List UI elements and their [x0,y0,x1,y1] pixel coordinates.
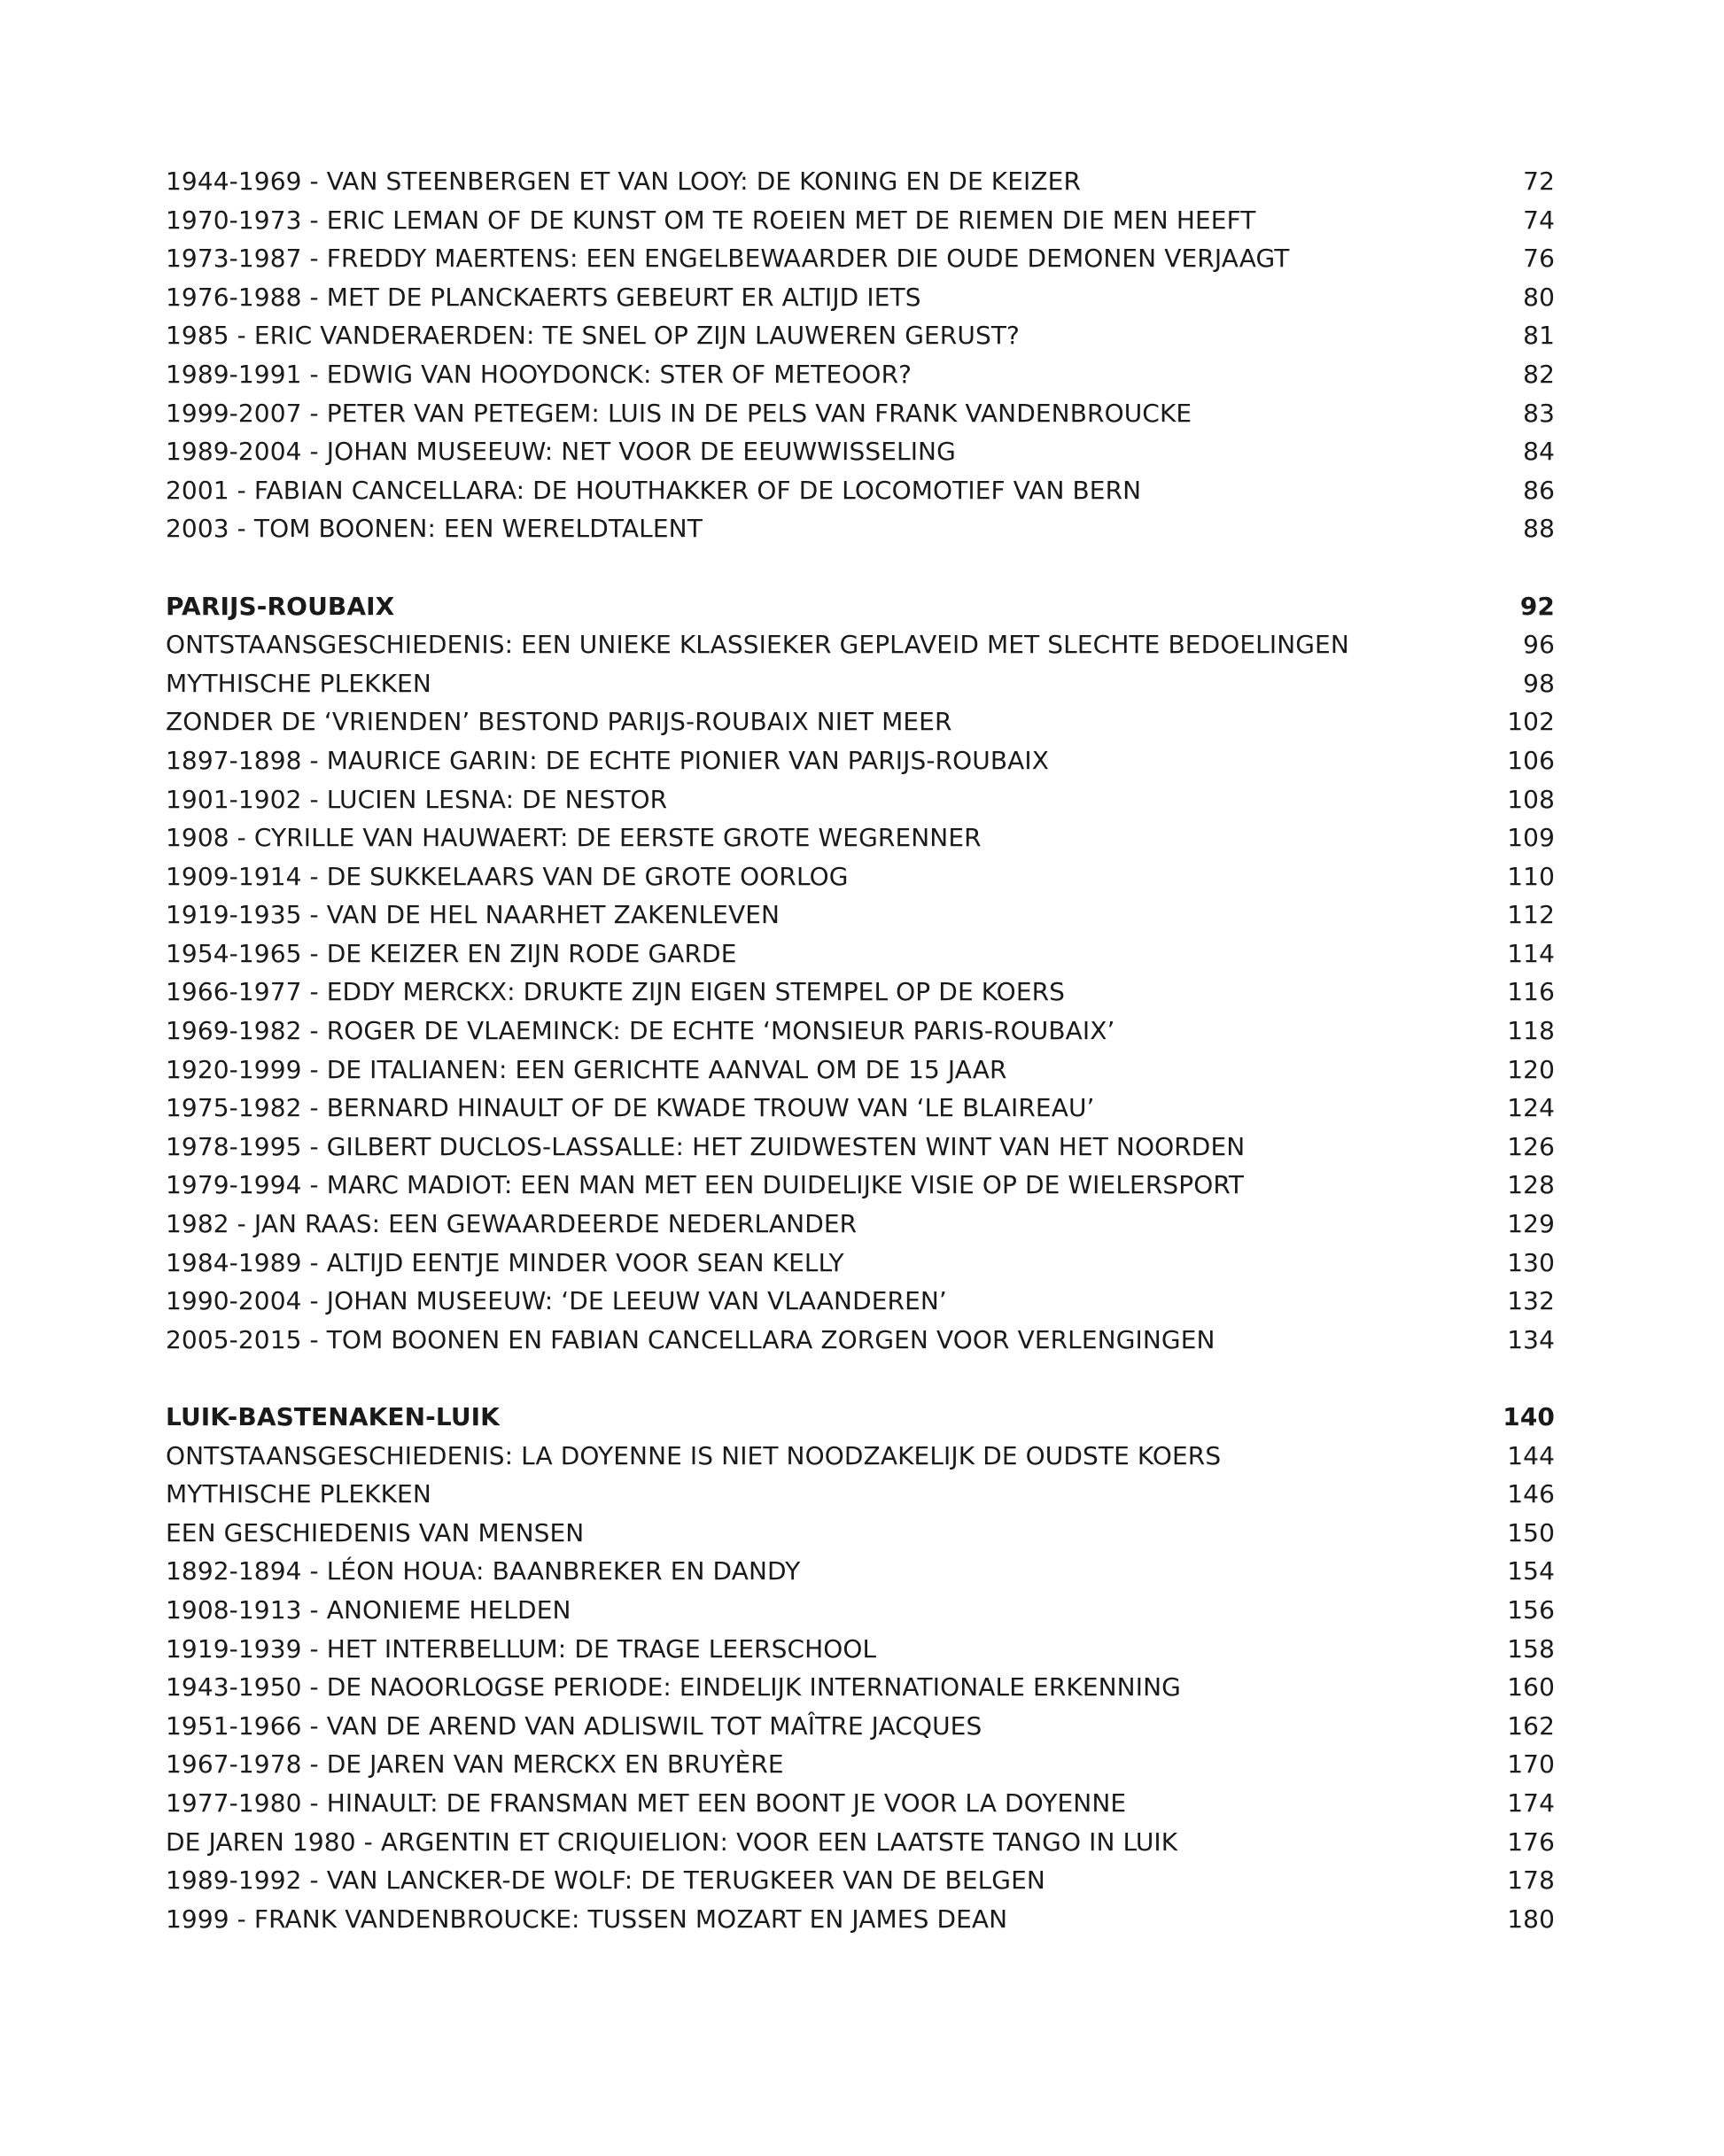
toc-section-continued [166,162,1555,548]
toc-entry [166,239,1555,278]
toc-entry-title: DE JAREN 1980 - ARGENTIN ET CRIQUIELION: VOOR EEN LAATSTE TANGO IN LUIK [166,1826,1178,1857]
toc-entry-title: MYTHISCHE PLEKKEN [166,1479,431,1509]
toc-entry-title: 1979-1994 - MARC MADIOT: EEN MAN MET EEN DUIDELIJKE VISIE OP DE WIELERSPORT [166,1170,1245,1200]
toc-entry-page: 72 [1523,167,1555,196]
toc-entry-page: 114 [1507,938,1555,968]
toc-entry-page: 118 [1507,1016,1555,1046]
toc-entry-page: 126 [1507,1131,1555,1161]
toc-entry [166,1784,1555,1823]
toc-entry-title: 1989-1991 - EDWIG VAN HOOYDONCK: STER OF METEOOR? [166,359,912,389]
section-heading-title: LUIK-BASTENAKEN-LUIK [166,1402,500,1431]
toc-entry [166,935,1555,973]
toc-entry-title: 1919-1935 - VAN DE HEL NAARHET ZAKENLEVEN [166,900,780,930]
toc-entry-title: 1966-1977 - EDDY MERCKX: DRUKTE ZIJN EIGEN STEMPEL OP DE KOERS [166,977,1066,1007]
toc-entry-title: 1990-2004 - JOHAN MUSEEUW: ‘DE LEEUW VAN VLAANDEREN’ [166,1286,947,1316]
toc-entry-page: 132 [1507,1286,1555,1316]
section-heading [166,1398,1555,1437]
toc-entry-title: 1951-1966 - VAN DE AREND VAN ADLISWIL TOT MAÎTRE JACQUES [166,1710,982,1741]
toc-entry-page: 82 [1523,359,1555,389]
toc-entry [166,509,1555,548]
section-heading-page: 92 [1519,591,1555,621]
toc-entry [166,1128,1555,1167]
toc-entry-page: 144 [1507,1440,1555,1470]
toc-entry-page: 84 [1523,437,1555,467]
toc-entry-title: 1973-1987 - FREDDY MAERTENS: EEN ENGELBEWAARDER DIE OUDE DEMONEN VERJAAGT [166,244,1290,274]
toc-entry-page: 88 [1523,514,1555,544]
toc-entry [166,702,1555,741]
toc-entry-title: 1967-1978 - DE JAREN VAN MERCKX EN BRUYÈRE [166,1749,784,1780]
toc-entry-title: 1901-1902 - LUCIEN LESNA: DE NESTOR [166,784,668,814]
toc-entry [166,394,1555,433]
toc-entry [166,1591,1555,1630]
toc-entry [166,1900,1555,1939]
toc-entry [166,1707,1555,1746]
toc-entry [166,896,1555,935]
toc-section-luik-bastenaken-luik [166,1398,1555,1938]
toc-entry [166,1630,1555,1669]
toc-entry-title: 2001 - FABIAN CANCELLARA: DE HOUTHAKKER OF DE LOCOMOTIEF VAN BERN [166,475,1142,505]
toc-entry [166,1282,1555,1321]
toc-entry-title: 1897-1898 - MAURICE GARIN: DE ECHTE PIONIER VAN PARIJS-ROUBAIX [166,745,1050,775]
toc-entry-title: ONTSTAANSGESCHIEDENIS: LA DOYENNE IS NIET NOODZAKELIJK DE OUDSTE KOERS [166,1440,1222,1470]
toc-entry-page: 180 [1507,1904,1555,1934]
toc-entry-page: 106 [1507,745,1555,775]
toc-entry-title: MYTHISCHE PLEKKEN [166,668,431,698]
toc-entry-title: 1954-1965 - DE KEIZER EN ZIJN RODE GARDE [166,938,737,968]
toc-entry [166,1244,1555,1283]
toc-entry [166,1514,1555,1553]
toc-entry-title: 1975-1982 - BERNARD HINAULT OF DE KWADE TROUW VAN ‘LE BLAIREAU’ [166,1093,1095,1123]
toc-entry [166,1051,1555,1090]
toc-entry-title: 1943-1950 - DE NAOORLOGSE PERIODE: EINDELIJK INTERNATIONALE ERKENNING [166,1672,1181,1702]
toc-entry-page: 158 [1507,1633,1555,1664]
toc-entry [166,857,1555,896]
toc-entry-page: 112 [1507,900,1555,930]
toc-section-parijs-roubaix [166,587,1555,1360]
toc-entry-title: 1970-1973 - ERIC LEMAN OF DE KUNST OM TE ROEIEN MET DE RIEMEN DIE MEN HEEFT [166,205,1256,235]
toc-entry-page: 146 [1507,1479,1555,1509]
toc-entry-title: 1978-1995 - GILBERT DUCLOS-LASSALLE: HET ZUIDWESTEN WINT VAN HET NOORDEN [166,1131,1246,1161]
toc-entry-page: 160 [1507,1672,1555,1702]
toc-entry [166,355,1555,394]
toc-entry-page: 176 [1507,1826,1555,1857]
toc-entry-page: 80 [1523,282,1555,312]
toc-entry-title: 1976-1988 - MET DE PLANCKAERTS GEBEURT ER ALTIJD IETS [166,282,921,312]
toc-entry-page: 116 [1507,977,1555,1007]
toc-entry-title: 1920-1999 - DE ITALIANEN: EEN GERICHTE AANVAL OM DE 15 JAAR [166,1054,1007,1084]
toc-entry-page: 129 [1507,1209,1555,1239]
toc-entry [166,1668,1555,1707]
toc-entry-title: 2003 - TOM BOONEN: EEN WERELDTALENT [166,514,703,544]
toc-entry-page: 124 [1507,1093,1555,1123]
toc-entry [166,818,1555,857]
toc-entry-page: 128 [1507,1170,1555,1200]
toc-entry-page: 150 [1507,1517,1555,1547]
toc-entry-page: 81 [1523,321,1555,351]
section-heading-title: PARIJS-ROUBAIX [166,591,395,621]
toc-entry-page: 98 [1523,668,1555,698]
toc-entry-title: 1999 - FRANK VANDENBROUCKE: TUSSEN MOZART EN JAMES DEAN [166,1904,1008,1934]
toc-entry-title: 1989-1992 - VAN LANCKER-DE WOLF: DE TERUGKEER VAN DE BELGEN [166,1865,1045,1896]
toc-entry-page: 96 [1523,630,1555,660]
toc-entry [166,1823,1555,1862]
toc-entry [166,432,1555,471]
toc-entry-title: 1969-1982 - ROGER DE VLAEMINCK: DE ECHTE ‘MONSIEUR PARIS-ROUBAIX’ [166,1016,1115,1046]
section-heading [166,587,1555,626]
toc-entry-page: 109 [1507,823,1555,853]
toc-entry [166,780,1555,819]
toc-entry-title: 1977-1980 - HINAULT: DE FRANSMAN MET EEN BOONT JE VOOR LA DOYENNE [166,1788,1127,1818]
toc-entry-title: EEN GESCHIEDENIS VAN MENSEN [166,1517,585,1547]
toc-entry-page: 76 [1523,244,1555,274]
toc-entry-page: 156 [1507,1594,1555,1625]
toc-entry-title: ZONDER DE ‘VRIENDEN’ BESTOND PARIJS-ROUBAIX NIET MEER [166,707,952,737]
toc-entry-page: 170 [1507,1749,1555,1780]
toc-entry [166,741,1555,780]
toc-entry [166,1321,1555,1360]
table-of-contents [166,162,1555,1938]
toc-entry [166,1089,1555,1128]
toc-entry-title: 1908 - CYRILLE VAN HAUWAERT: DE EERSTE GROTE WEGRENNER [166,823,982,853]
toc-entry-page: 174 [1507,1788,1555,1818]
toc-entry [166,316,1555,355]
toc-entry [166,664,1555,703]
toc-entry-title: 1909-1914 - DE SUKKELAARS VAN DE GROTE OORLOG [166,861,849,891]
toc-entry-title: 1982 - JAN RAAS: EEN GEWAARDEERDE NEDERLANDER [166,1209,858,1239]
toc-entry [166,1437,1555,1476]
toc-entry [166,1166,1555,1205]
toc-entry-page: 110 [1507,861,1555,891]
toc-entry-title: ONTSTAANSGESCHIEDENIS: EEN UNIEKE KLASSIEKER GEPLAVEID MET SLECHTE BEDOELINGEN [166,630,1349,660]
toc-entry-page: 74 [1523,205,1555,235]
section-spacer [166,1359,1555,1398]
toc-entry-page: 83 [1523,398,1555,428]
section-spacer [166,548,1555,587]
toc-entry-page: 120 [1507,1054,1555,1084]
section-heading-page: 140 [1503,1402,1555,1431]
toc-entry [166,1475,1555,1514]
toc-entry-title: 1892-1894 - LÉON HOUA: BAANBREKER EN DANDY [166,1556,801,1586]
toc-entry-title: 1985 - ERIC VANDERAERDEN: TE SNEL OP ZIJN LAUWEREN GERUST? [166,321,1020,351]
toc-entry-title: 2005-2015 - TOM BOONEN EN FABIAN CANCELLARA ZORGEN VOOR VERLENGINGEN [166,1324,1215,1354]
toc-entry-title: 1984-1989 - ALTIJD EENTJE MINDER VOOR SEAN KELLY [166,1247,844,1277]
toc-entry-title: 1944-1969 - VAN STEENBERGEN ET VAN LOOY: DE KONING EN DE KEIZER [166,167,1082,196]
toc-entry [166,278,1555,317]
toc-entry [166,1205,1555,1244]
toc-entry-page: 108 [1507,784,1555,814]
toc-entry [166,471,1555,510]
toc-entry [166,201,1555,240]
toc-entry-title: 1989-2004 - JOHAN MUSEEUW: NET VOOR DE EEUWWISSELING [166,437,956,467]
toc-entry-page: 134 [1507,1324,1555,1354]
toc-entry-title: 1999-2007 - PETER VAN PETEGEM: LUIS IN DE PELS VAN FRANK VANDENBROUCKE [166,398,1192,428]
toc-entry [166,1012,1555,1051]
toc-entry [166,973,1555,1012]
toc-entry-page: 154 [1507,1556,1555,1586]
toc-entry [166,1745,1555,1784]
toc-entry [166,162,1555,201]
toc-entry [166,1552,1555,1591]
toc-entry-page: 178 [1507,1865,1555,1896]
toc-entry-page: 162 [1507,1710,1555,1741]
toc-entry-page: 86 [1523,475,1555,505]
toc-entry-title: 1919-1939 - HET INTERBELLUM: DE TRAGE LEERSCHOOL [166,1633,877,1664]
toc-entry-page: 130 [1507,1247,1555,1277]
toc-entry [166,625,1555,664]
toc-entry-page: 102 [1507,707,1555,737]
toc-entry-title: 1908-1913 - ANONIEME HELDEN [166,1594,571,1625]
toc-entry [166,1861,1555,1900]
